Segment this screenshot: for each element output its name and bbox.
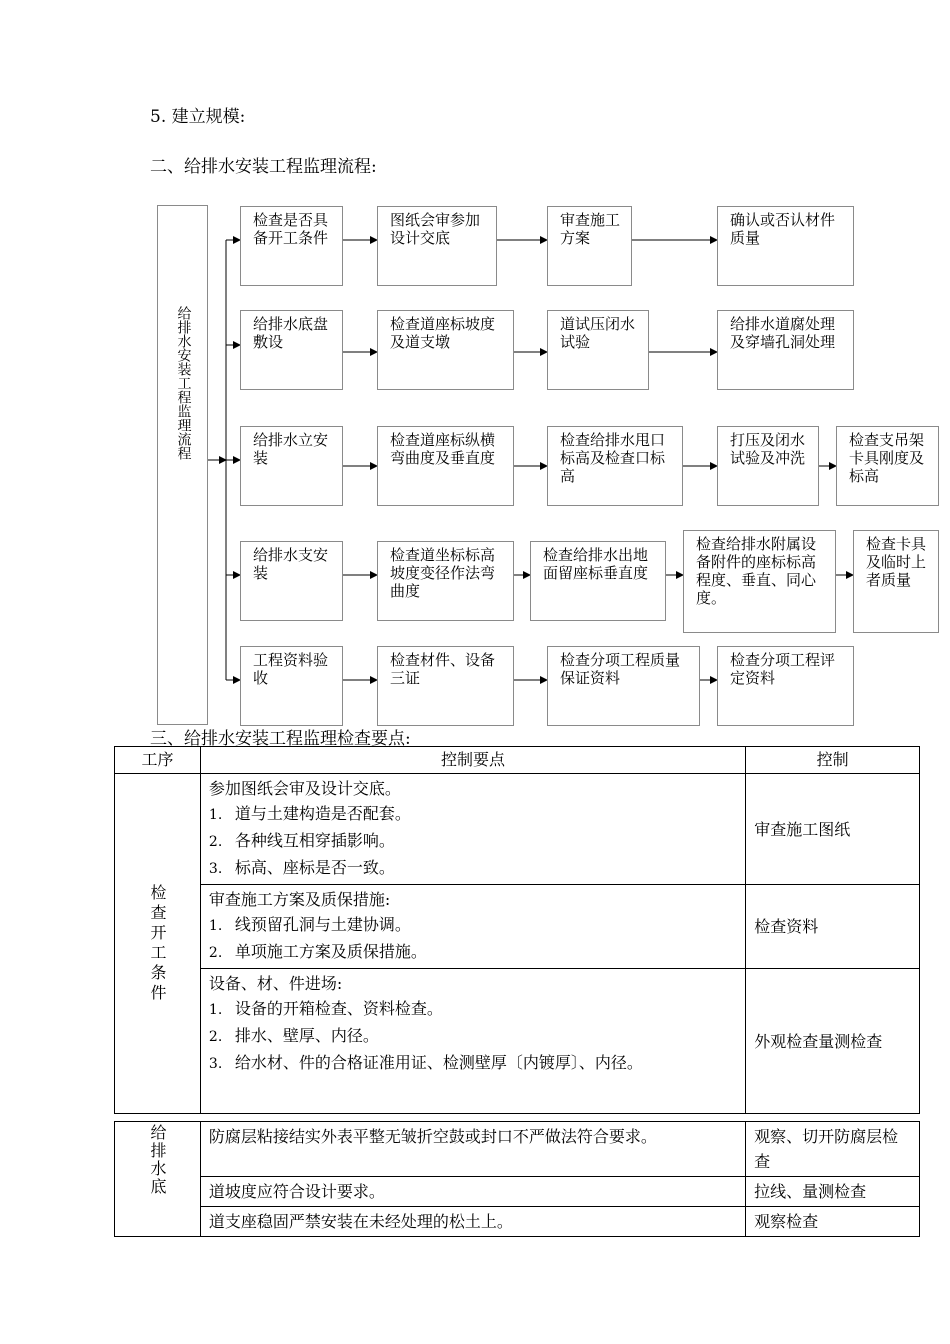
stage-cell — [115, 1122, 201, 1237]
list-item: 2. 各种线互相穿插影响。 — [208, 831, 395, 850]
points-cell: 道支座稳固严禁安装在未经处理的松土上。 — [200, 1207, 745, 1237]
flow-step: 检查道座标坡度及道支墩 — [377, 310, 514, 390]
flow-step: 审查施工方案 — [547, 206, 632, 286]
flow-step: 图纸会审参加设计交底 — [377, 206, 497, 286]
stage-label: 检查开工条件 — [147, 883, 167, 1004]
points-cell — [200, 774, 745, 885]
col-header-stage: 工序 — [115, 747, 201, 774]
list-item: 2. 排水、壁厚、内径。 — [208, 1026, 379, 1045]
heading-build-scale: 5. 建立规模: — [150, 107, 246, 127]
control-cell: 观察检查 — [746, 1207, 920, 1237]
group-title: 审查施工方案及质保措施: — [208, 890, 391, 909]
control-cell: 拉线、量测检查 — [746, 1177, 920, 1207]
flow-side-label: 给排水安装工程监理流程 — [175, 306, 192, 460]
flow-step: 打压及闭水试验及冲洗 — [717, 426, 819, 506]
control-cell: 观察、切开防腐层检查 — [746, 1122, 920, 1177]
group-title: 参加图纸会审及设计交底。 — [208, 779, 401, 798]
points-cell — [200, 969, 745, 1114]
flow-step: 给排水底盘敷设 — [240, 310, 343, 390]
col-header-points: 控制要点 — [200, 747, 745, 774]
points-cell: 道坡度应符合设计要求。 — [200, 1177, 745, 1207]
stage-cell — [115, 774, 201, 1114]
control-cell: 外观检查量测检查 — [746, 969, 920, 1114]
flow-side-label-box — [157, 205, 208, 725]
list-item: 3. 标高、座标是否一致。 — [208, 858, 395, 877]
points-cell — [200, 885, 745, 969]
flow-step: 检查道座标纵横弯曲度及垂直度 — [377, 426, 514, 506]
flow-step: 检查卡具及临时上者质量 — [853, 530, 939, 633]
heading-checkpoints: 三、给排水安装工程监理检查要点: — [150, 729, 411, 749]
flow-step: 检查道坐标标高坡度变径作法弯曲度 — [377, 541, 514, 621]
flow-step: 检查分项工程评定资料 — [717, 646, 854, 726]
flow-step: 检查支吊架卡具刚度及标高 — [836, 426, 939, 506]
flow-step: 检查给排水附属设备附件的座标标高程度、垂直、同心度。 — [683, 530, 836, 633]
list-item: 1. 道与土建构造是否配套。 — [208, 804, 411, 823]
stage-label: 给排水底 — [147, 1124, 167, 1196]
checkpoint-table-2 — [114, 1121, 920, 1237]
list-item: 1. 线预留孔洞与土建协调。 — [208, 915, 411, 934]
checkpoint-table — [114, 746, 920, 1114]
flow-step: 给排水道腐处理及穿墙孔洞处理 — [717, 310, 854, 390]
flow-step: 检查材件、设备三证 — [377, 646, 514, 726]
flow-step: 检查给排水甩口标高及检查口标高 — [547, 426, 683, 506]
flow-step: 检查给排水出地面留座标垂直度 — [530, 541, 666, 621]
list-item: 3. 给水材、件的合格证准用证、检测壁厚〔内镀厚〕、内径。 — [208, 1053, 643, 1072]
list-item: 2. 单项施工方案及质保措施。 — [208, 942, 427, 961]
flow-step: 检查分项工程质量保证资料 — [547, 646, 700, 726]
control-cell: 审查施工图纸 — [746, 774, 920, 885]
list-item: 1. 设备的开箱检查、资料检查。 — [208, 999, 443, 1018]
flow-step: 给排水立安装 — [240, 426, 343, 506]
flow-step: 给排水支安装 — [240, 541, 343, 621]
col-header-control: 控制 — [746, 747, 920, 774]
control-cell: 检查资料 — [746, 885, 920, 969]
flow-step: 工程资料验收 — [240, 646, 343, 726]
flow-step: 道试压闭水试验 — [547, 310, 649, 390]
flow-step: 检查是否具备开工条件 — [240, 206, 343, 286]
points-cell: 防腐层粘接结实外表平整无皱折空鼓或封口不严做法符合要求。 — [200, 1122, 745, 1177]
group-title: 设备、材、件进场: — [208, 974, 343, 993]
flow-step: 确认或否认材件质量 — [717, 206, 854, 286]
heading-flow-process: 二、给排水安装工程监理流程: — [150, 157, 377, 177]
